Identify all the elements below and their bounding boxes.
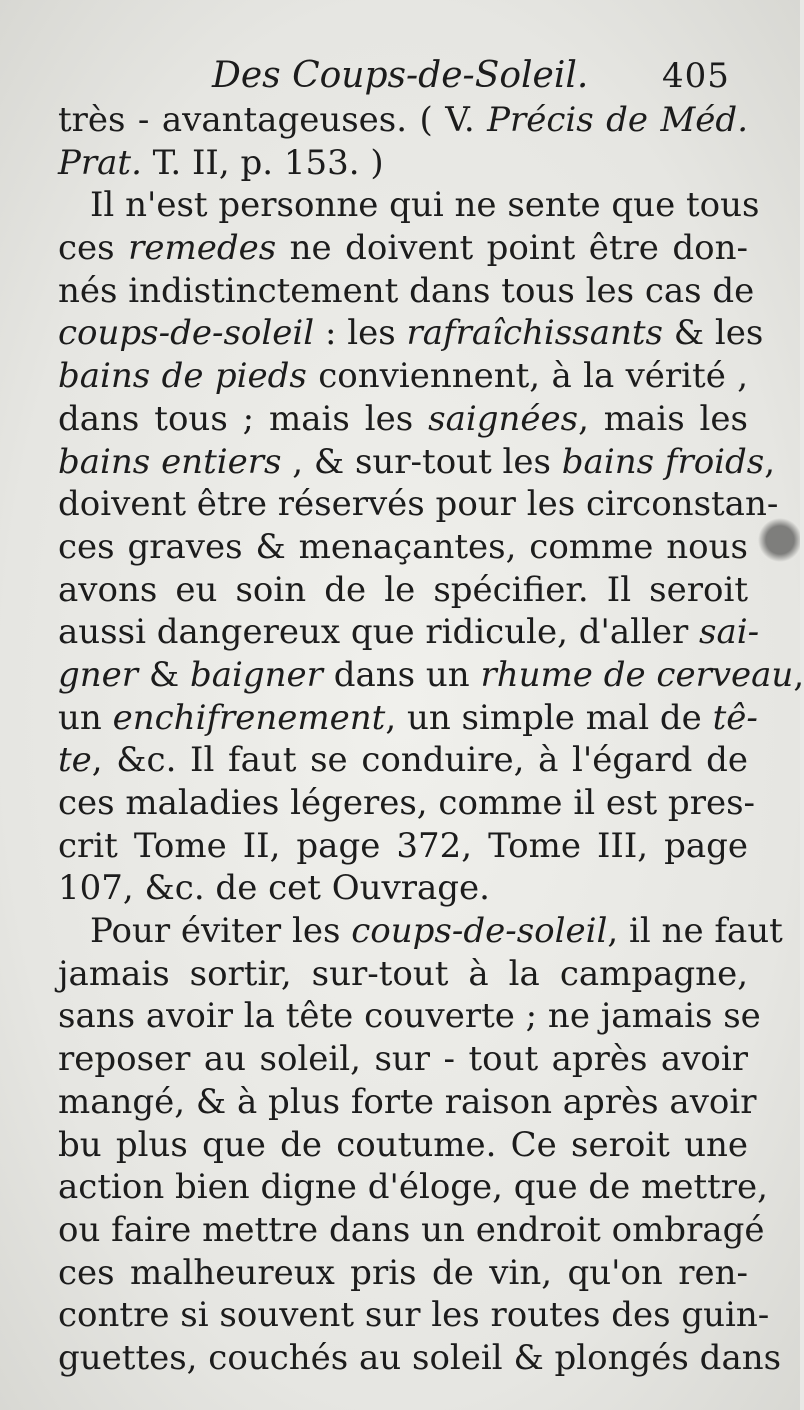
text-segment: T. II, p. 153. ) xyxy=(141,142,384,183)
text-line xyxy=(58,910,783,953)
text-segment: aussi dangereux que ridicule, d'aller xyxy=(58,612,700,653)
text-line xyxy=(58,782,755,825)
page-header xyxy=(0,52,800,100)
text-line xyxy=(58,1081,757,1124)
text-line xyxy=(58,270,755,313)
italic-text: baigner xyxy=(189,654,323,695)
italic-text: bains de pieds xyxy=(58,356,307,397)
text-line xyxy=(58,1252,748,1295)
text-line xyxy=(58,1294,770,1337)
italic-text: bains froids xyxy=(561,441,765,482)
text-segment: crit Tome II, page 372, Tome III, page xyxy=(58,825,748,866)
text-line xyxy=(58,312,764,355)
text-line xyxy=(58,739,748,782)
text-segment: jamais sortir, sur-tout à la campagne, xyxy=(58,953,748,994)
text-line xyxy=(58,184,760,227)
text-segment: conviennent, à la vérité , xyxy=(306,356,748,397)
text-line xyxy=(58,953,748,996)
text-segment: reposer au soleil, sur - tout après avoir xyxy=(58,1039,748,1080)
text-segment: ces malheureux pris de vin, qu'on ren- xyxy=(58,1252,748,1293)
text-segment: très - avantageuses. ( V. xyxy=(58,100,488,140)
text-segment: , & sur-tout les xyxy=(281,441,562,482)
text-segment: Pour éviter les xyxy=(90,911,352,952)
text-line xyxy=(58,1166,768,1209)
text-line xyxy=(58,99,748,142)
text-segment: : les xyxy=(314,313,407,354)
text-segment: ne doivent point être don- xyxy=(276,228,748,269)
italic-text: coups-de-soleil xyxy=(351,911,608,952)
italic-text: Prat. xyxy=(58,142,142,183)
italic-text: tê- xyxy=(712,697,758,738)
text-segment: dans un xyxy=(322,654,481,695)
text-line xyxy=(58,142,748,185)
text-line xyxy=(58,526,748,569)
italic-text: coups-de-soleil xyxy=(58,313,315,354)
text-line xyxy=(58,355,748,398)
text-segment: 107, &c. de cet Ouvrage. xyxy=(58,868,490,909)
text-line xyxy=(58,611,760,654)
text-line xyxy=(58,867,748,910)
text-line xyxy=(58,697,758,740)
text-segment: & les xyxy=(662,313,764,354)
text-segment: , &c. Il faut se conduire, à l'égard de xyxy=(91,740,748,781)
text-segment: doivent être réservés pour les circonstan- xyxy=(58,484,779,525)
text-segment: ces graves & menaçantes, comme nous xyxy=(58,526,748,567)
italic-text: rafraîchissants xyxy=(406,313,663,354)
text-segment: Il n'est personne qui ne sente que tous xyxy=(90,185,760,226)
text-segment: bu plus que de coutume. Ce seroit une xyxy=(58,1124,748,1165)
italic-text: Précis de Méd. xyxy=(487,100,748,140)
text-segment: , un simple mal de xyxy=(385,697,713,738)
text-line xyxy=(58,483,779,526)
text-line xyxy=(58,441,776,484)
text-line xyxy=(58,654,804,697)
italic-text: rhume de cerveau xyxy=(480,654,794,695)
italic-text: remedes xyxy=(128,228,277,269)
text-segment: mangé, & à plus forte raison après avoir xyxy=(58,1081,757,1122)
text-line xyxy=(58,569,748,612)
text-segment: , il ne faut xyxy=(607,911,783,952)
italic-text: gner xyxy=(58,654,139,695)
text-line xyxy=(58,1209,765,1252)
text-segment: ou faire mettre dans un endroit ombragé xyxy=(58,1209,765,1250)
text-segment: , xyxy=(793,654,804,695)
text-segment: un xyxy=(58,697,113,738)
text-segment: nés indistinctement dans tous les cas de xyxy=(58,270,755,311)
text-segment: , xyxy=(764,441,776,482)
text-segment: , mais les xyxy=(578,398,748,439)
text-segment: contre si souvent sur les routes des guin- xyxy=(58,1295,770,1336)
text-line xyxy=(58,1038,748,1081)
text-line xyxy=(58,1124,748,1167)
text-line xyxy=(58,398,748,441)
text-line xyxy=(58,995,761,1038)
text-segment: & xyxy=(138,654,190,695)
running-title: Des Coups-de-Soleil. xyxy=(212,55,589,96)
text-segment: dans tous ; mais les xyxy=(58,398,429,439)
italic-text: enchifrenement xyxy=(112,697,386,738)
body-text xyxy=(58,99,804,1380)
page-number: 405 xyxy=(662,56,730,96)
italic-text: saignées xyxy=(428,398,579,439)
text-segment: guettes, couchés au soleil & plongés dans xyxy=(58,1337,782,1378)
text-segment: avons eu soin de le spécifier. Il seroit xyxy=(58,569,748,610)
text-line xyxy=(58,825,748,868)
text-line xyxy=(58,227,748,270)
italic-text: sai- xyxy=(699,612,760,653)
text-segment: action bien digne d'éloge, que de mettre, xyxy=(58,1167,768,1208)
text-line xyxy=(58,1337,782,1380)
text-segment: sans avoir la tête couverte ; ne jamais se xyxy=(58,996,761,1037)
italic-text: te xyxy=(58,740,92,781)
italic-text: bains entiers xyxy=(58,441,282,482)
text-segment: ces xyxy=(58,228,129,269)
text-segment: ces maladies légeres, comme il est pres- xyxy=(58,783,755,823)
